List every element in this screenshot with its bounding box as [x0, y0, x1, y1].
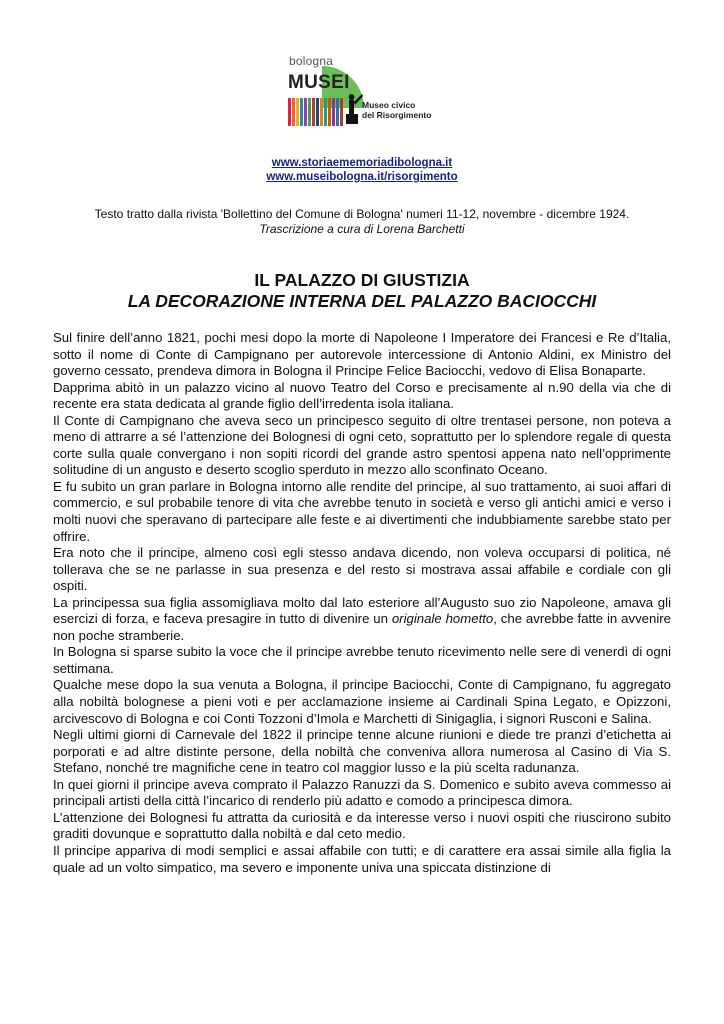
- bologna-musei-logo: [284, 48, 444, 132]
- document-title: [0, 270, 724, 312]
- paragraph-text: La principessa sua figlia assomigliava molto dal lato esteriore all’Augusto suo zio Napoleone, amava gli esercizi di forza, e faceva presagire in tutto di divenire un: [53, 594, 671, 627]
- transcription-credit: Trascrizione a cura di Lorena Barchetti: [259, 221, 465, 236]
- logo-word-bologna: bologna: [289, 54, 334, 68]
- title-main: IL PALAZZO DI GIUSTIZIA: [254, 270, 470, 290]
- source-text: Testo tratto dalla rivista 'Bollettino del Comune di Bologna' numeri 11-12, novembre - dicembre 1924.: [94, 207, 630, 221]
- paragraph: Qualche mese dopo la sua venuta a Bologna, il principe Baciocchi, Conte di Campignano, fu aggregato alla nobiltà bolognese a pieni voti e per acclamazione insieme ai Cardinali Spina Legato, e Opizzoni, arcivescovo di Bologna e coi Conti Tozzoni d’Imola e Marchetti di Sinigaglia, i signori Rusconi e Salina.: [53, 677, 671, 726]
- paragraph: L’attenzione dei Bolognesi fu attratta da curiosità e da interesse verso i nuovi ospiti che riuscirono subito graditi dovunque e soprattutto dalla nobiltà e dal ceto medio.: [53, 809, 671, 842]
- logo-word-musei: MUSEI: [288, 72, 350, 93]
- link-museibologna-risorgimento[interactable]: www.museibologna.it/risorgimento: [266, 171, 458, 183]
- paragraph-italic-phrase: originale hometto: [391, 611, 494, 627]
- logo-caption-line-1: Museo civico: [362, 100, 416, 110]
- source-note: [0, 207, 724, 236]
- link-storiaememoriadibologna[interactable]: www.storiaememoriadibologna.it: [271, 157, 453, 169]
- paragraph-text: , che avrebbe fatte in avvenire non poche stramberie.: [53, 611, 671, 643]
- title-subtitle: LA DECORAZIONE INTERNA DEL PALAZZO BACIOCCHI: [127, 291, 597, 311]
- paragraph: Negli ultimi giorni di Carnevale del 1822 il principe tenne alcune riunioni e diede tre pranzi d’etichetta ai porporati e ad altre distinte persone, della nobiltà che conveniva allora numerosa al Casino di Via S. Stefano, nonché tre magnifiche cene in teatro col maggior lusso e la più scelta radunanza.: [53, 727, 671, 776]
- paragraph: Il Conte di Campignano che aveva seco un principesco seguito di oltre trentasei persone, non poteva a meno di attrarre a sé l’attenzione dei Bolognesi di ogni ceto, soprattutto per lo splendore regale di questa corte sulla quale convergano i non sopiti ricordi del grande astro spentosi appena nato nell’opprimente solitudine di un angusto e deserto scoglio sperduto in mezzo allo sconfinato Oceano.: [53, 412, 671, 478]
- paragraph: Dapprima abitò in un palazzo vicino al nuovo Teatro del Corso e precisamente al n.90 della via che di recente era stata dedicata al grande figlio dell’irredenta isola italiana.: [53, 379, 671, 412]
- header-links: [0, 156, 724, 184]
- paragraph: In Bologna si sparse subito la voce che il principe avrebbe tenuto ricevimento nelle sere di venerdì di ogni settimana.: [53, 644, 671, 676]
- paragraph: E fu subito un gran parlare in Bologna intorno alle rendite del principe, al suo trattamento, ai suoi affari di commercio, e sul probabile tenore di vita che avrebbe tenuto in società e verso gli antichi amici e verso i molti nuovi che speravano di partecipare alle feste e ai divertimenti che indubbiamente sarebbe stato per offrire.: [53, 478, 671, 544]
- logo-caption-line-2: del Risorgimento: [362, 110, 432, 120]
- logo-caption: [362, 100, 431, 120]
- paragraph: Era noto che il principe, almeno così egli stesso andava dicendo, non voleva occuparsi di politica, né tollerava che se ne parlasse in sua presenza e del resto si mostrava assai affabile e cordiale con gli ospiti.: [53, 545, 671, 594]
- paragraph: Sul finire dell’anno 1821, pochi mesi dopo la morte di Napoleone I Imperatore dei Francesi e Re d’Italia, sotto il nome di Conte di Campignano per autorevole intercessione di Antonio Aldini, ex Ministro del governo cessato, prendeva dimora in Bologna il Principe Felice Baciocchi, vedovo di Elisa Bonaparte.: [53, 330, 671, 379]
- paragraph: In quei giorni il principe aveva comprato il Palazzo Ranuzzi da S. Domenico e subito aveva commesso ai principali artisti della città l’incarico di renderlo più adatto e comodo a principesca dimora.: [53, 776, 671, 809]
- paragraph: Il principe appariva di modi semplici e assai affabile con tutti; e di carattere era assai simile alla figlia la quale ad un volto simpatico, ma severo e imponente univa una spiccata distinzione di: [53, 842, 671, 875]
- article-body: [53, 330, 671, 876]
- paragraph: [53, 595, 671, 645]
